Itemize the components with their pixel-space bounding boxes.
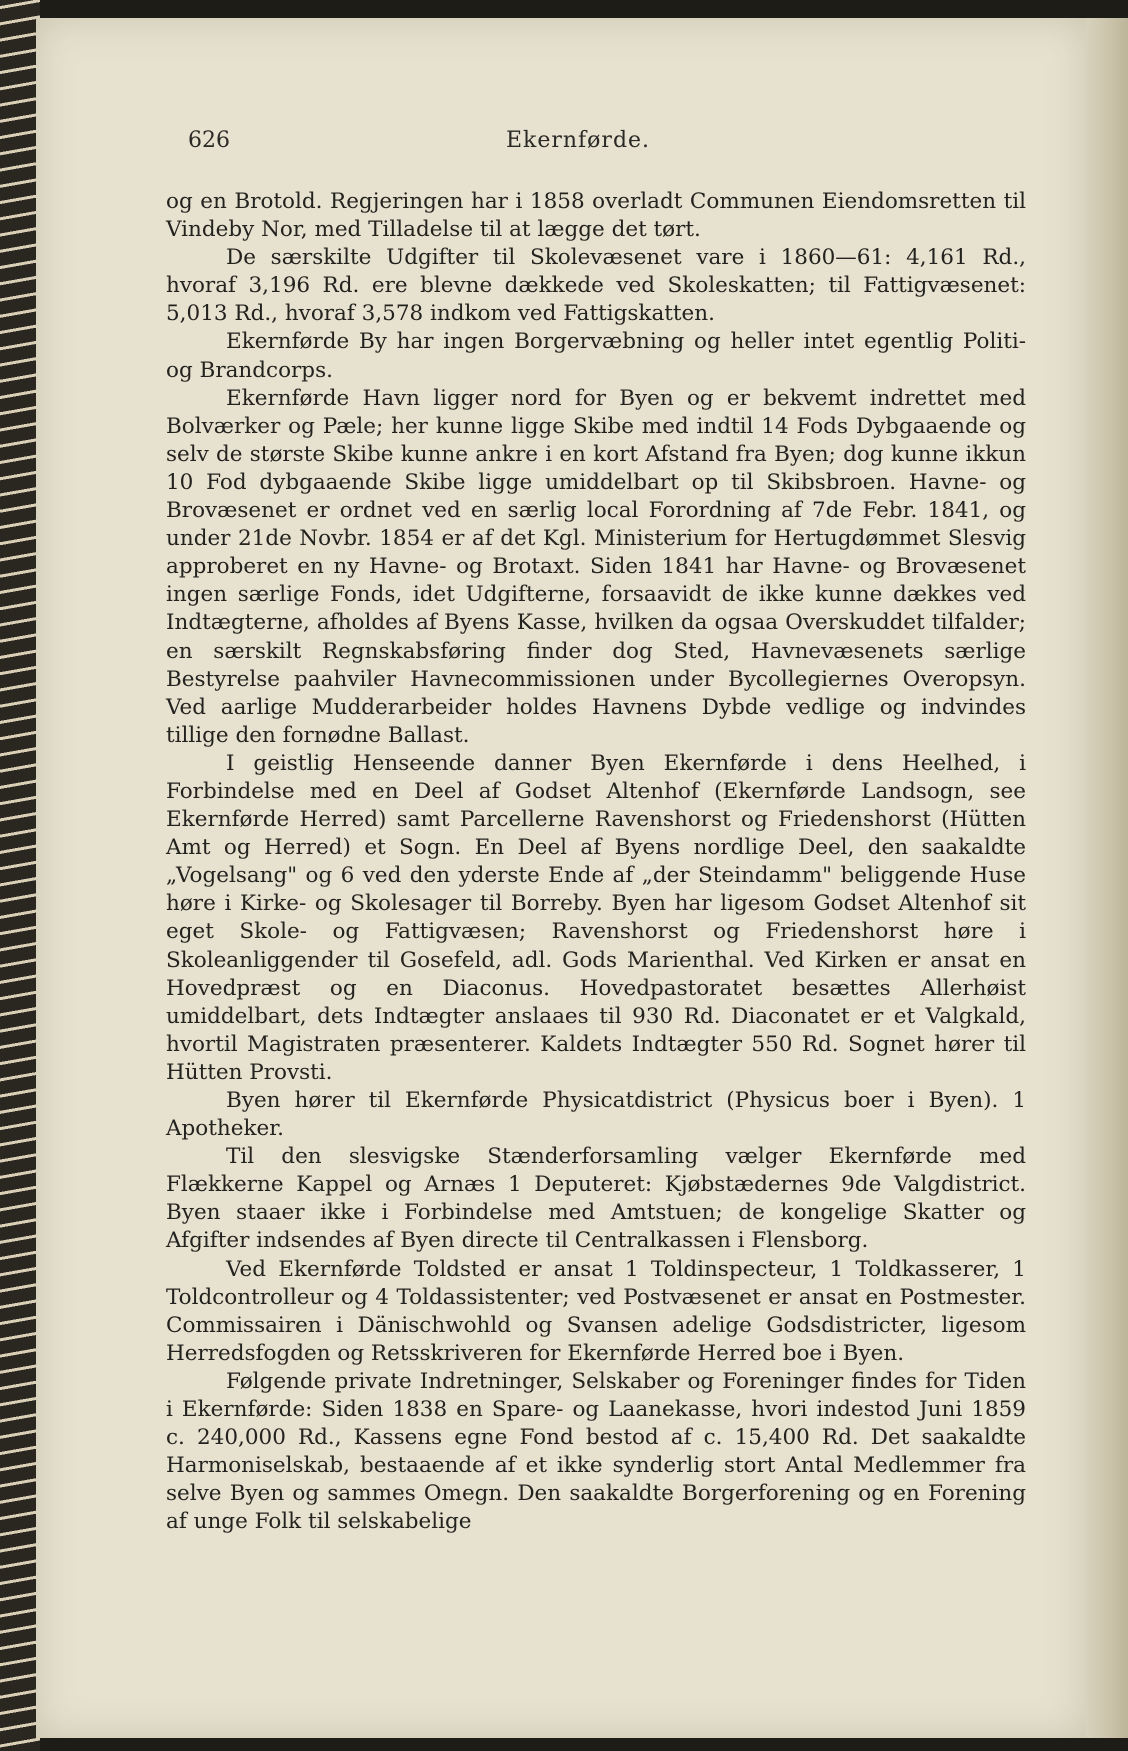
paragraph: I geistlig Henseende danner Byen Ekernførde i dens Heelhed, i Forbindelse med en Deel af Godset Altenhof (Ekernførde Landsogn, see Ekernførde Herred) samt Parcellerne Ravenshorst og Friedenshorst (Hütten Amt og Herred) et Sogn. En Deel af Byens nordlige Deel, den saakaldte „Vogelsang" og 6 ved den yderste Ende af „der Steindamm" beliggende Huse høre i Kirke- og Skolesager til Borreby. Byen har ligesom Godset Altenhof sit eget Skole- og Fattigvæsen; Ravenshorst og Friedenshorst høre i Skoleanliggender til Gosefeld, adl. Gods Marienthal. Ved Kirken er ansat en Hovedpræst og en Diaconus. Hovedpastoratet besættes Allerhøist umiddelbart, dets Indtægter anslaaes til 930 Rd. Diaconatet er et Valgkald, hvortil Magistraten præsenterer. Kaldets Indtægter 550 Rd. Sognet hører til Hütten Provsti. xyxy=(166,750,1026,1085)
page-stack-edge xyxy=(1086,18,1128,1738)
page-header xyxy=(132,128,1024,164)
body-text xyxy=(166,188,1026,1537)
paragraph: Ved Ekernførde Toldsted er ansat 1 Toldinspecteur, 1 Toldkasserer, 1 Toldcontrolleur og 4 Toldassistenter; ved Postvæsenet er ansat en Postmester. Commissairen i Dänischwohld og Svansen adelige Godsdistricter, ligesom Herredsfogden og Retsskriveren for Ekernførde Herred boe i Byen. xyxy=(166,1256,1026,1366)
paragraph: og en Brotold. Regjeringen har i 1858 overladt Communen Eiendomsretten til Vindeby Nor, med Tilladelse til at lægge det tørt. xyxy=(166,189,1026,243)
paragraph: Ekernførde By har ingen Borgervæbning og heller intet egentlig Politi- og Brandcorps. xyxy=(166,329,1026,383)
paragraph: Til den slesvigske Stænderforsamling vælger Ekernførde med Flækkerne Kappel og Arnæs 1 Deputeret: Kjøbstædernes 9de Valgdistrict. Byen staaer ikke i Forbindelse med Amtstuen; de kongelige Skatter og Afgifter indsendes af Byen directe til Centralkassen i Flensborg. xyxy=(166,1144,1026,1254)
running-head: Ekernførde. xyxy=(505,128,651,153)
paragraph: Ekernførde Havn ligger nord for Byen og er bekvemt indrettet med Bolværker og Pæle; her kunne ligge Skibe med indtil 14 Fods Dybgaaende og selv de største Skibe kunne ankre i en kort Afstand fra Byen; dog kunne ikkun 10 Fod dybgaaende Skibe ligge umiddelbart op til Skibsbroen. Havne- og Brovæsenet er ordnet ved en særlig local Forordning af 7de Febr. 1841, og under 21de Novbr. 1854 er af det Kgl. Ministerium for Hertugdømmet Slesvig approberet en ny Havne- og Brotaxt. Siden 1841 har Havne- og Brovæsenet ingen særlige Fonds, idet Udgifterne, forsaavidt de ikke kunne dækkes ved Indtægterne, afholdes af Byens Kasse, hvilken da ogsaa Overskuddet tilfalder; en særskilt Regnskabsføring finder dog Sted, Havnevæsenets særlige Bestyrelse paahviler Havnecommissionen under Bycollegiernes Overopsyn. Ved aarlige Mudderarbeider holdes Havnens Dybde vedlige og indvindes tillige den fornødne Ballast. xyxy=(166,385,1026,748)
paragraph: De særskilte Udgifter til Skolevæsenet vare i 1860—61: 4,161 Rd., hvoraf 3,196 Rd. ere blevne dækkede ved Skoleskatten; til Fattigvæsenet: 5,013 Rd., hvoraf 3,578 indkom ved Fattigskatten. xyxy=(166,245,1026,327)
book-binding-edge xyxy=(0,0,40,1751)
paragraph: Byen hører til Ekernførde Physicatdistrict (Physicus boer i Byen). 1 Apotheker. xyxy=(166,1088,1026,1142)
paragraph: Følgende private Indretninger, Selskaber og Foreninger findes for Tiden i Ekernførde: Siden 1838 en Spare- og Laanekasse, hvori indestod Juni 1859 c. 240,000 Rd., Kassens egne Fond bestod af c. 15,400 Rd. Det saakaldte Harmoniselskab, bestaaende af et ikke synderlig stort Antal Medlemmer fra selve Byen og sammes Omegn. Den saakaldte Borgerforening og en Forening af unge Folk til selskabelige xyxy=(166,1368,1026,1535)
page-number: 626 xyxy=(188,128,230,153)
